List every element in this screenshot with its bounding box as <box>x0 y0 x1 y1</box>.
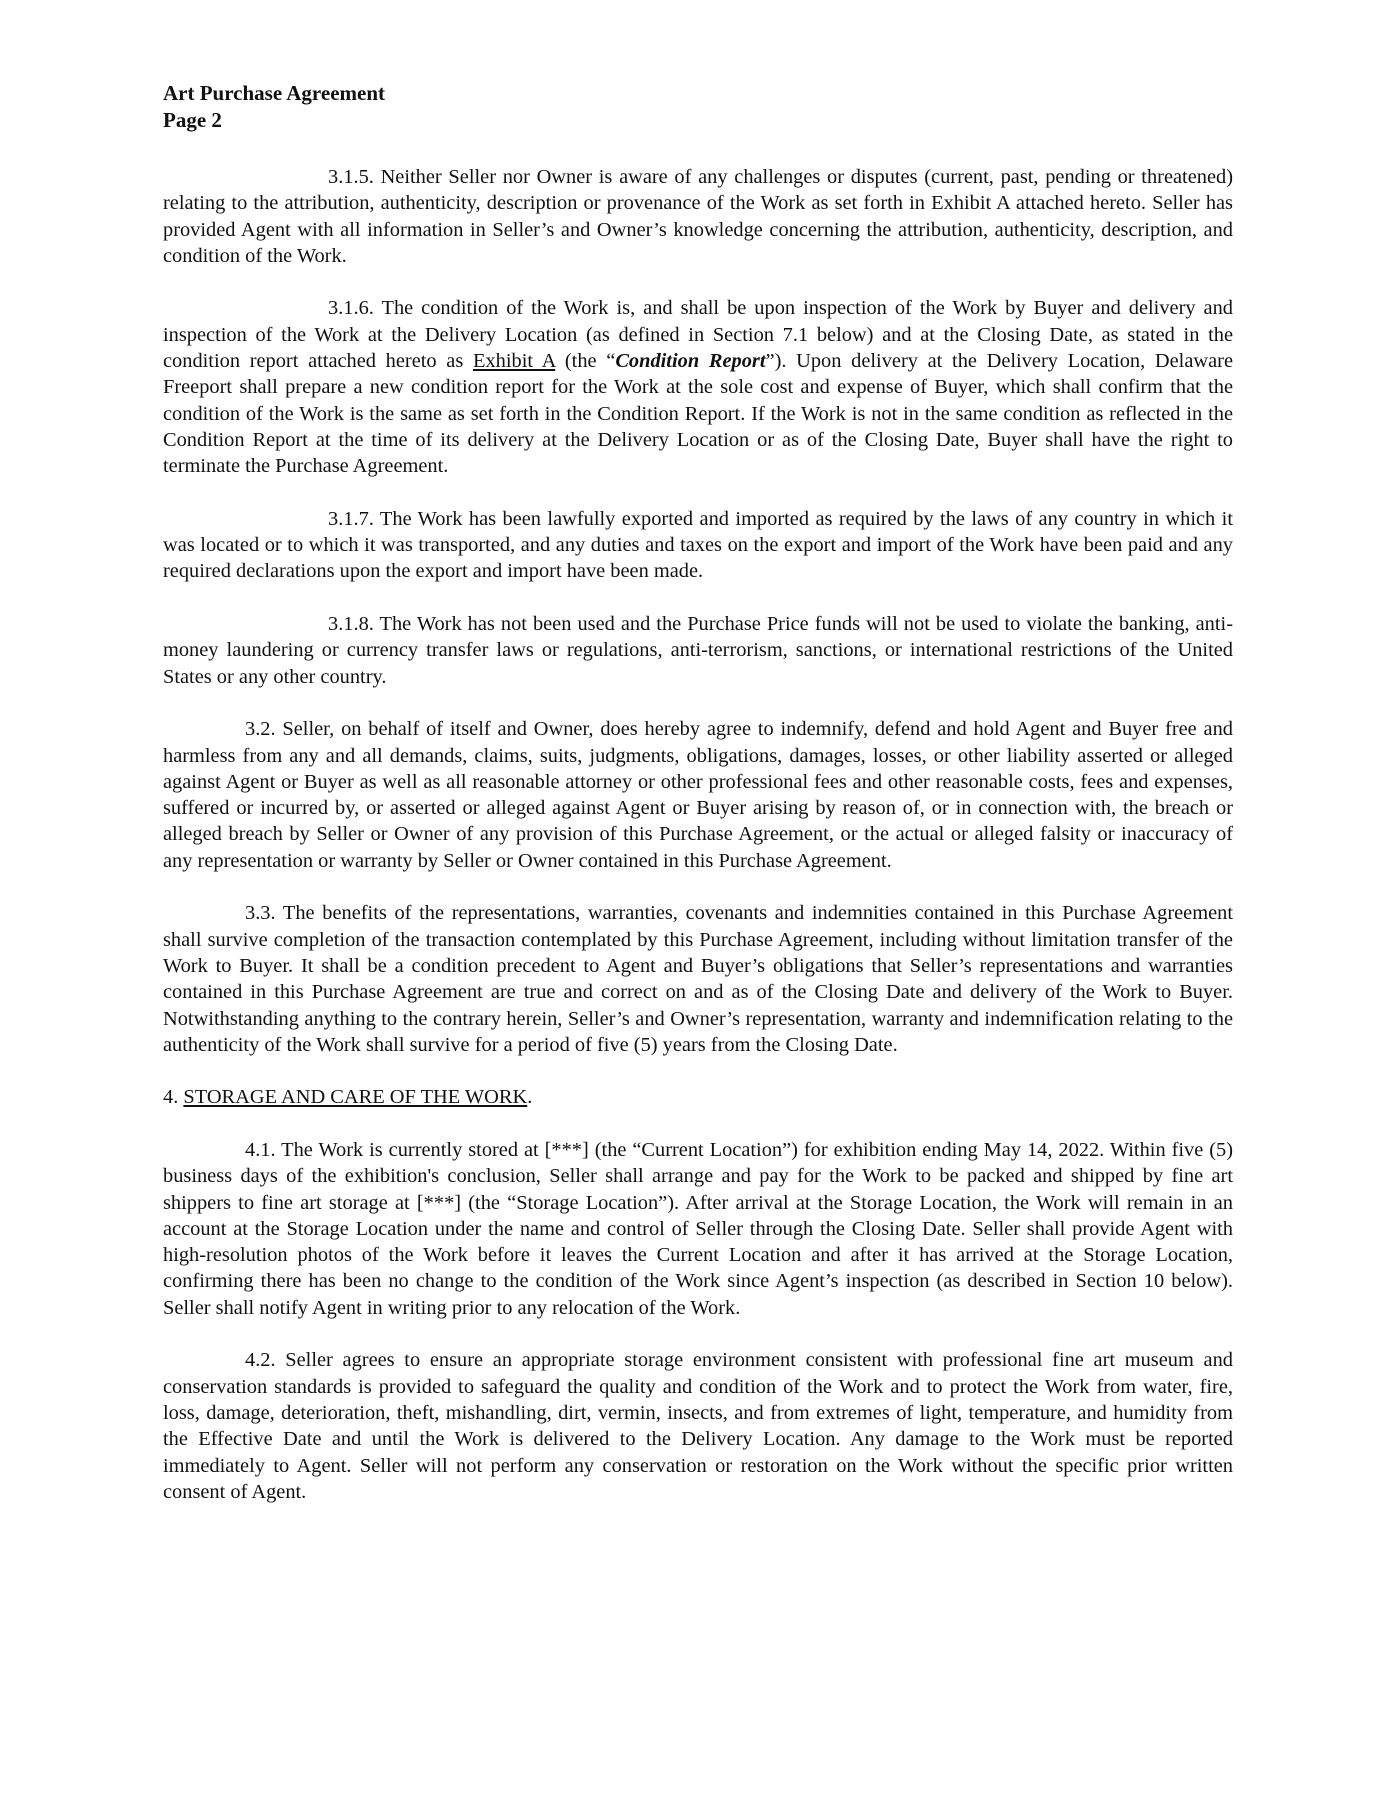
section-4-1: 4.1. The Work is currently stored at [***] (the “Current Location”) for exhibition ending May 14, 2022. Within five (5) business days of the exhibition's conclusion, Seller shall arrange and pay for the Work to be packed and shipped by fine art shippers to fine art storage at [***] (the “Storage Location”). After arrival at the Storage Location, the Work will remain in an account at the Storage Location under the name and control of Seller through the Closing Date. Seller shall provide Agent with high-resolution photos of the Work before it leaves the Current Location and after it has arrived at the Storage Location, confirming there has been no change to the condition of the Work since Agent’s inspection (as described in Section 10 below). Seller shall notify Agent in writing prior to any relocation of the Work. <box>163 1138 1233 1319</box>
section-4-title: STORAGE AND CARE OF THE WORK <box>183 1086 528 1109</box>
section-4-number: 4. <box>163 1086 184 1109</box>
page-number: Page 2 <box>163 108 222 132</box>
section-3-3: 3.3. The benefits of the representations, warranties, covenants and indemnities contained in this Purchase Agreement shall survive completion of the transaction contemplated by this Purchase Agreement, including without limitation transfer of the Work to Buyer. It shall be a condition precedent to Agent and Buyer’s obligations that Seller’s representations and warranties contained in this Purchase Agreement are true and correct on and as of the Closing Date and delivery of the Work to Buyer. Notwithstanding anything to the contrary herein, Seller’s and Owner’s representation, warranty and indemnification relating to the authenticity of the Work shall survive for a period of five (5) years from the Closing Date. <box>163 902 1233 1056</box>
section-3-1-5: 3.1.5. Neither Seller nor Owner is aware of any challenges or disputes (current, past, pending or threatened) relating to the attribution, authenticity, description or provenance of the Work as set forth in Exhibit A attached hereto. Seller has provided Agent with all information in Seller’s and Owner’s knowledge concerning the attribution, authenticity, description, and condition of the Work. <box>163 166 1233 267</box>
document-body <box>163 164 1233 1531</box>
section-3-1-6-text-b: (the “ <box>555 350 616 373</box>
section-3-1-6-text-a: 3.1.6. The condition of the Work is, and shall be upon inspection of the Work by Buyer and delivery and inspection of the Work at the Delivery Location (as defined in Section 7.1 below) and at the Closing Date, as stated in the condition report attached hereto as <box>163 297 1233 373</box>
section-4-period: . <box>527 1086 533 1109</box>
section-3-1-7: 3.1.7. The Work has been lawfully exported and imported as required by the laws of any country in which it was located or to which it was transported, and any duties and taxes on the export and import of the Work have been paid and any required declarations upon the export and import have been made. <box>163 507 1233 583</box>
section-3-2: 3.2. Seller, on behalf of itself and Owner, does hereby agree to indemnify, defend and hold Agent and Buyer free and harmless from any and all demands, claims, suits, judgments, obligations, damages, losses, or other liability asserted or alleged against Agent or Buyer as well as all reasonable attorney or other professional fees and other reasonable costs, fees and expenses, suffered or incurred by, or asserted or alleged against Agent or Buyer arising by reason of, or in connection with, the breach or alleged breach by Seller or Owner of any provision of this Purchase Agreement, or the actual or alleged falsity or inaccuracy of any representation or warranty by Seller or Owner contained in this Purchase Agreement. <box>163 718 1233 872</box>
document-title: Art Purchase Agreement <box>163 81 385 105</box>
section-4-2: 4.2. Seller agrees to ensure an appropriate storage environment consistent with professional fine art museum and conservation standards is provided to safeguard the quality and condition of the Work and to protect the Work from water, fire, loss, damage, deterioration, theft, mishandling, dirt, vermin, insects, and from extremes of light, temperature, and humidity from the Effective Date and until the Work is delivered to the Delivery Location. Any damage to the Work must be reported immediately to Agent. Seller will not perform any conservation or restoration on the Work without the specific prior written consent of Agent. <box>163 1349 1233 1503</box>
condition-report-term: Condition Report <box>615 350 766 373</box>
section-3-1-8: 3.1.8. The Work has not been used and the Purchase Price funds will not be used to violate the banking, anti-money laundering or currency transfer laws or regulations, anti-terrorism, sanctions, or international restrictions of the United States or any other country. <box>163 613 1233 688</box>
section-3-1-6-text-c: ”). Upon delivery at the Delivery Location, Delaware Freeport shall prepare a new condition report for the Work at the sole cost and expense of Buyer, which shall confirm that the condition of the Work is the same as set forth in the Condition Report. If the Work is not in the same condition as reflected in the Condition Report at the time of its delivery at the Delivery Location or as of the Closing Date, Buyer shall have the right to terminate the Purchase Agreement. <box>163 350 1233 478</box>
exhibit-a-reference: Exhibit A <box>472 350 556 373</box>
section-3-1-6 <box>163 295 1233 479</box>
page-header <box>163 80 385 134</box>
section-4-heading <box>163 1084 1233 1110</box>
